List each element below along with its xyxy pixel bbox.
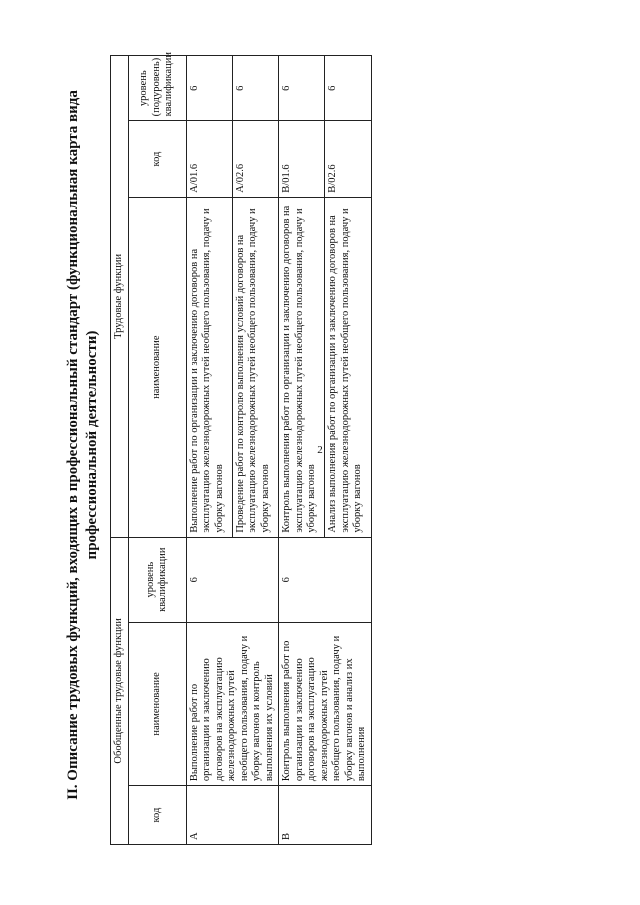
tf-level-cell: 6 bbox=[279, 56, 325, 121]
title-line-1: II. Описание трудовых функций, входящих в профессиональный стандарт (функциональная карта вида bbox=[65, 90, 81, 800]
tf-name-cell: Выполнение работ по организации и заключению договоров на эксплуатацию железнодорожных путей необщего пользования, подачу и уборку вагонов bbox=[186, 197, 232, 537]
gf-name-cell: Контроль выполнения работ по организации и заключению договоров на эксплуатацию железнодорожных путей необщего пользования, подачу и уборку вагонов и анализ их выполнения bbox=[279, 622, 372, 785]
gf-level-cell: 6 bbox=[186, 537, 279, 622]
gf-code-cell: В bbox=[279, 786, 372, 845]
header-name: наименование bbox=[128, 622, 186, 785]
tf-name-cell: Анализ выполнения работ по организации и заключению договоров на эксплуатацию железнодорожных путей необщего пользования, подачу и уборку вагонов bbox=[325, 197, 371, 537]
table-row bbox=[186, 56, 232, 845]
tf-name-cell: Проведение работ по контролю выполнения условий договоров на эксплуатацию железнодорожных путей необщего пользования, подачу и уборку вагонов bbox=[232, 197, 278, 537]
header-labor-functions: Трудовые функции bbox=[111, 56, 129, 538]
gf-name-cell: Выполнение работ по организации и заключению договоров на эксплуатацию железнодорожных путей необщего пользования, подачу и уборку вагонов и контроль выполнения их условий bbox=[186, 622, 279, 785]
table-row bbox=[279, 56, 325, 845]
tf-code-cell: А/01.6 bbox=[186, 121, 232, 197]
header-code: код bbox=[128, 786, 186, 845]
tf-code-cell: В/01.6 bbox=[279, 121, 325, 197]
tf-code-cell: В/02.6 bbox=[325, 121, 371, 197]
gf-code-cell: А bbox=[186, 786, 279, 845]
tf-code-cell: А/02.6 bbox=[232, 121, 278, 197]
tf-name-cell: Контроль выполнения работ по организации и заключению договоров на эксплуатацию железнодорожных путей необщего пользования, подачу и уборку вагонов bbox=[279, 197, 325, 537]
header-labor-code: код bbox=[128, 121, 186, 197]
tf-level-cell: 6 bbox=[186, 56, 232, 121]
functional-map-table bbox=[110, 52, 372, 845]
header-labor-level: уровень (подуровень) квалификации bbox=[128, 56, 186, 121]
title-line-2: профессиональной деятельности) bbox=[84, 330, 100, 560]
header-labor-name: наименование bbox=[128, 197, 186, 537]
tf-level-cell: 6 bbox=[232, 56, 278, 121]
tf-level-cell: 6 bbox=[325, 56, 371, 121]
header-level: уровень квалификации bbox=[128, 537, 186, 622]
header-generalized-functions: Обобщенные трудовые функции bbox=[111, 537, 129, 844]
page-number: 2 bbox=[317, 444, 323, 456]
section-title bbox=[64, 65, 102, 825]
gf-level-cell: 6 bbox=[279, 537, 372, 622]
